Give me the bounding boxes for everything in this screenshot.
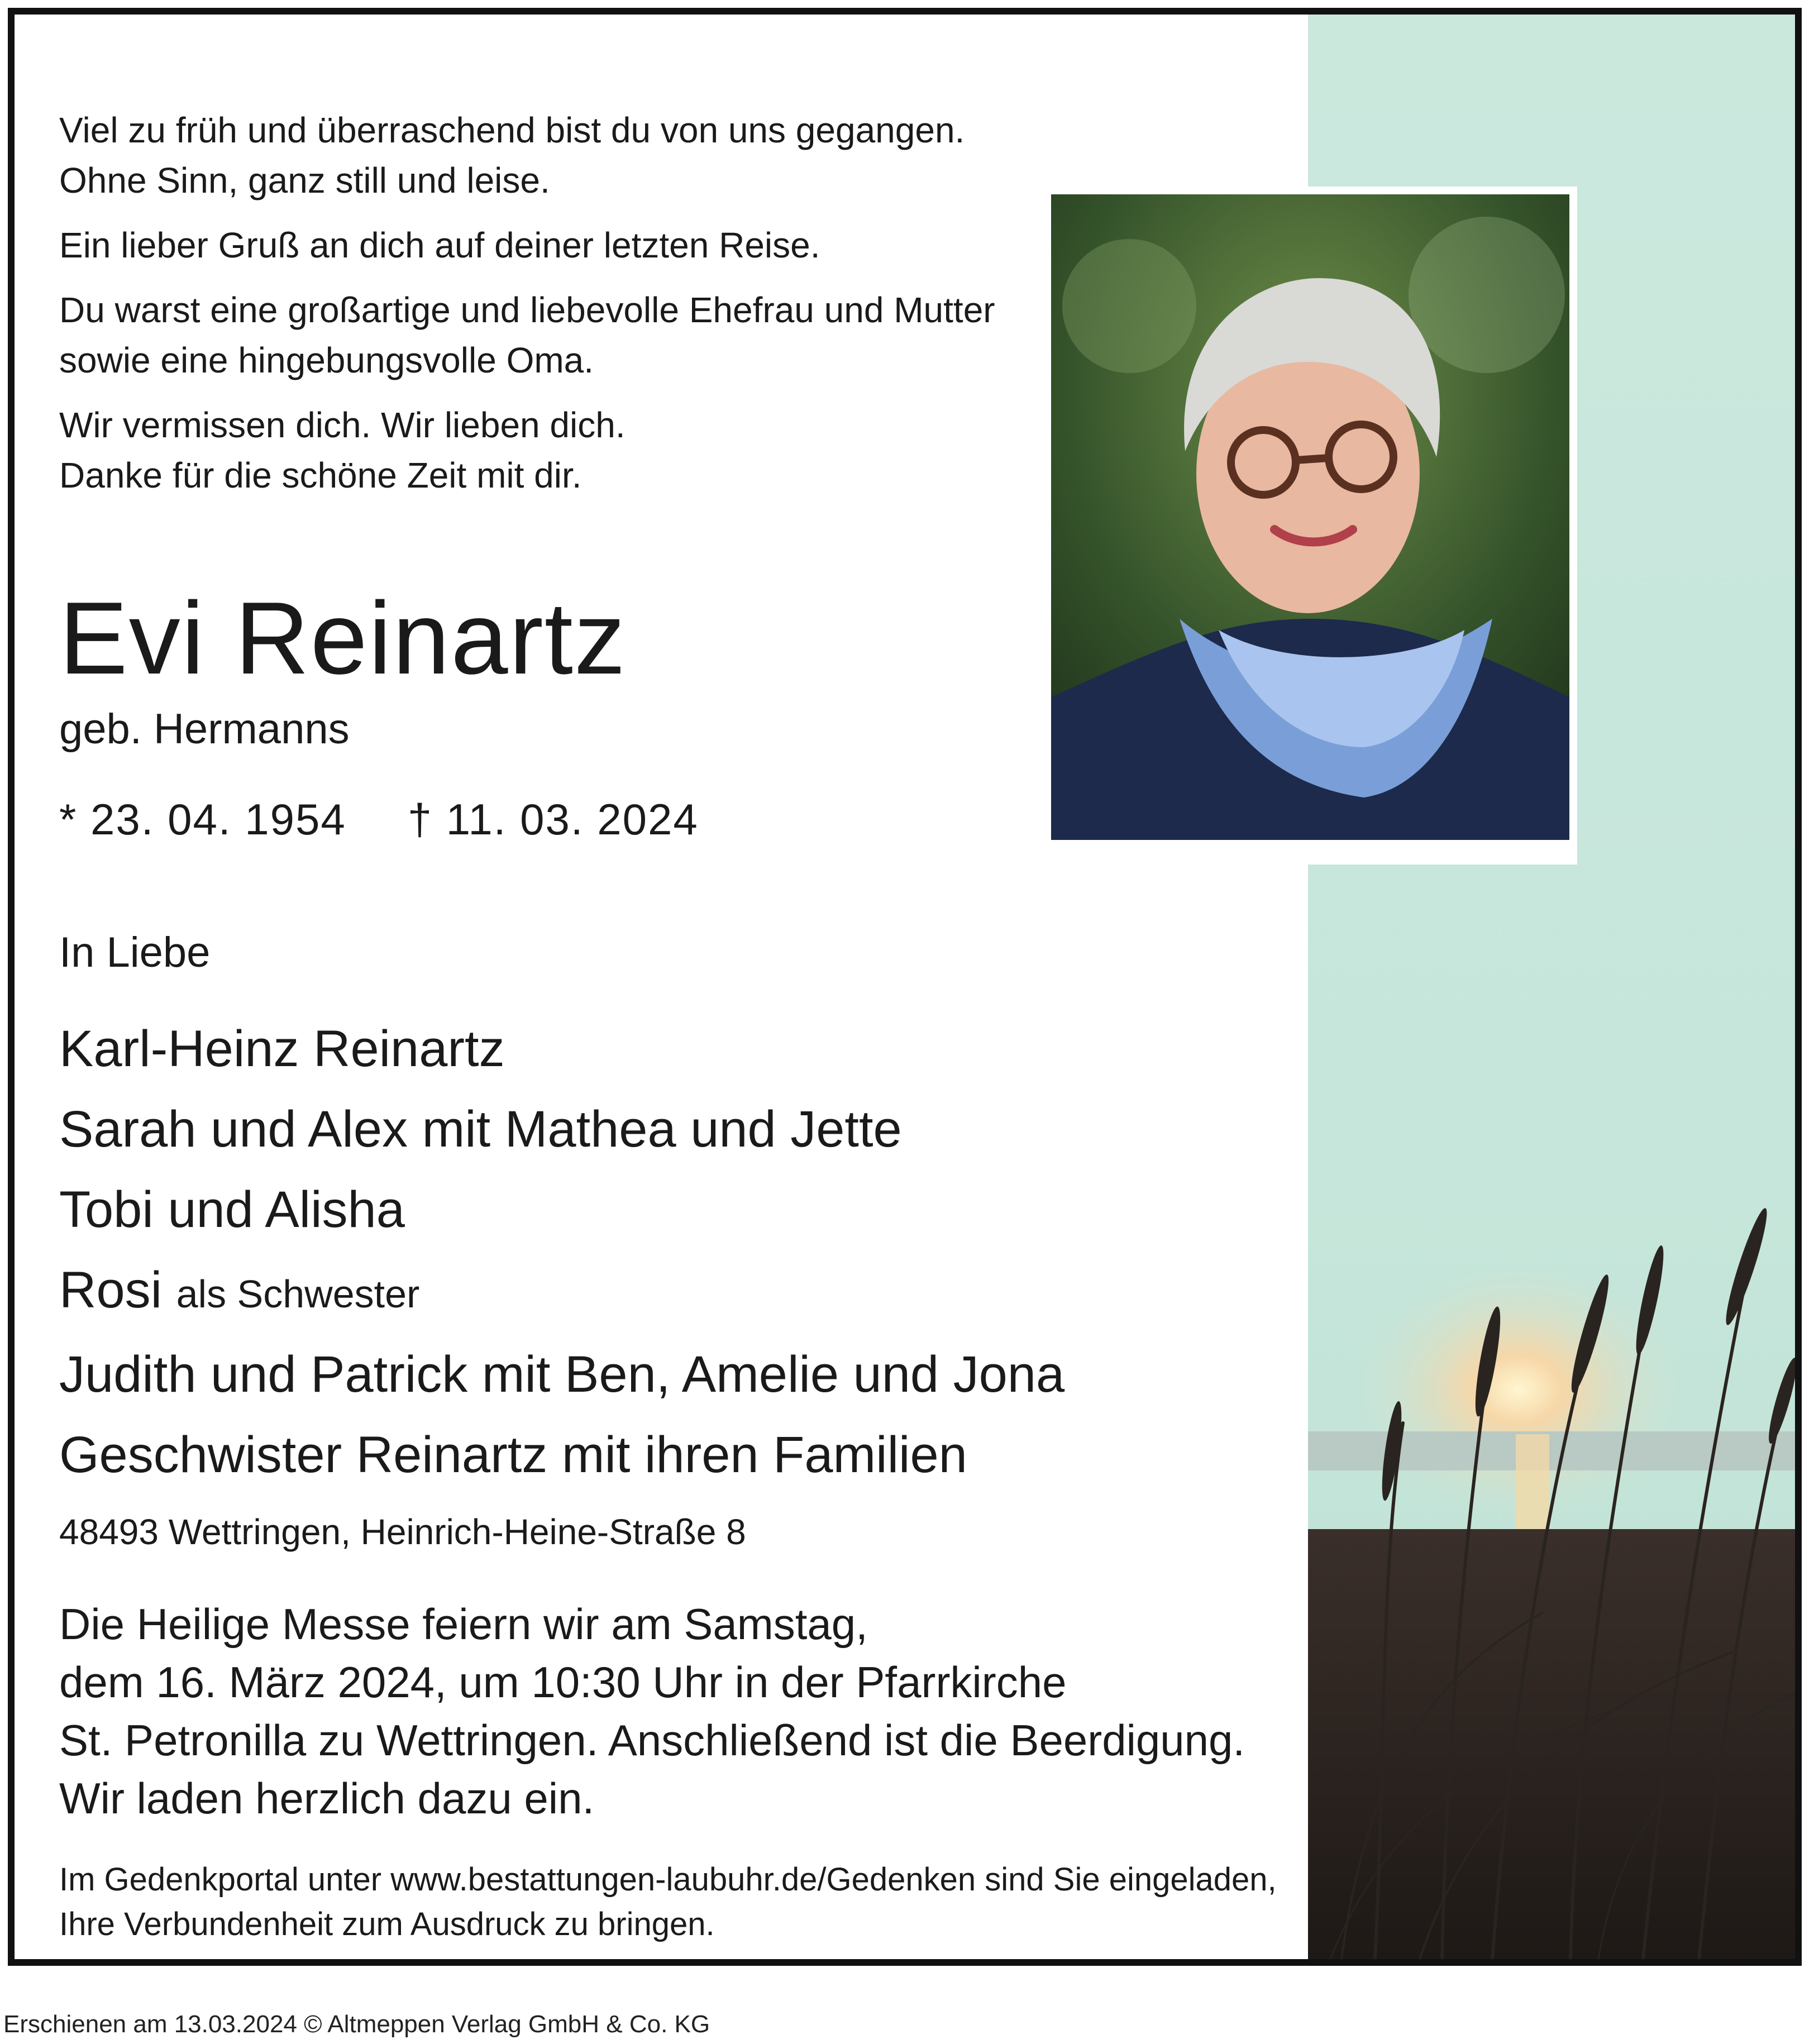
portrait-frame	[1043, 187, 1577, 865]
mourner-line: Judith und Patrick mit Ben, Amelie und Jona	[59, 1346, 1065, 1403]
poem-stanza	[59, 285, 995, 385]
memorial-portal-note	[59, 1857, 1277, 1947]
poem-line: Viel zu früh und überraschend bist du von uns gegangen.	[59, 110, 965, 150]
mourner-line: Geschwister Reinartz mit ihren Familien	[59, 1426, 967, 1483]
obituary-notice	[8, 8, 1802, 1966]
dune-grass-sunset-image	[1308, 1066, 1802, 1959]
poem-stanza	[59, 105, 995, 206]
poem-line: Ein lieber Gruß an dich auf deiner letzten Reise.	[59, 225, 820, 265]
mourner-relation: als Schwester	[176, 1272, 420, 1316]
poem-line: Ohne Sinn, ganz still und leise.	[59, 160, 550, 200]
death-date: † 11. 03. 2024	[407, 795, 699, 844]
poem-stanza	[59, 220, 995, 270]
portrait-photo	[1051, 194, 1569, 840]
poem-line: Danke für die schöne Zeit mit dir.	[59, 455, 582, 495]
service-line: St. Petronilla zu Wettringen. Anschließend ist die Beerdigung.	[59, 1716, 1245, 1765]
family-address: 48493 Wettringen, Heinrich-Heine-Straße 8	[59, 1512, 746, 1552]
portal-line: Im Gedenkportal unter www.bestattungen-laubuhr.de/Gedenken sind Sie eingeladen,	[59, 1861, 1277, 1898]
mourner-line: Tobi und Alisha	[59, 1181, 405, 1238]
portal-line: Ihre Verbundenheit zum Ausdruck zu bringen.	[59, 1906, 715, 1942]
service-line: dem 16. März 2024, um 10:30 Uhr in der Pfarrkirche	[59, 1658, 1067, 1707]
poem-line: Wir vermissen dich. Wir lieben dich.	[59, 405, 626, 445]
service-line: Die Heilige Messe feiern wir am Samstag,	[59, 1599, 868, 1649]
mourners-list	[59, 1009, 1064, 1495]
service-line: Wir laden herzlich dazu ein.	[59, 1774, 595, 1823]
birth-name: geb. Hermanns	[59, 705, 350, 753]
mourner-line: Rosi als Schwester	[59, 1262, 420, 1319]
mourner-line: Sarah und Alex mit Mathea und Jette	[59, 1101, 902, 1158]
life-dates	[59, 794, 699, 845]
deceased-name: Evi Reinartz	[59, 580, 627, 695]
poem-line: Du warst eine großartige und liebevolle Ehefrau und Mutter	[59, 290, 995, 330]
mourner-line: Karl-Heinz Reinartz	[59, 1020, 505, 1077]
publication-footer: Erschienen am 13.03.2024 © Altmeppen Verlag GmbH & Co. KG	[3, 2010, 710, 2038]
poem-line: sowie eine hingebungsvolle Oma.	[59, 340, 594, 380]
birth-date: * 23. 04. 1954	[59, 795, 346, 844]
mourners-intro: In Liebe	[59, 929, 211, 976]
poem	[59, 105, 995, 515]
service-info	[59, 1595, 1245, 1827]
poem-stanza	[59, 400, 995, 500]
